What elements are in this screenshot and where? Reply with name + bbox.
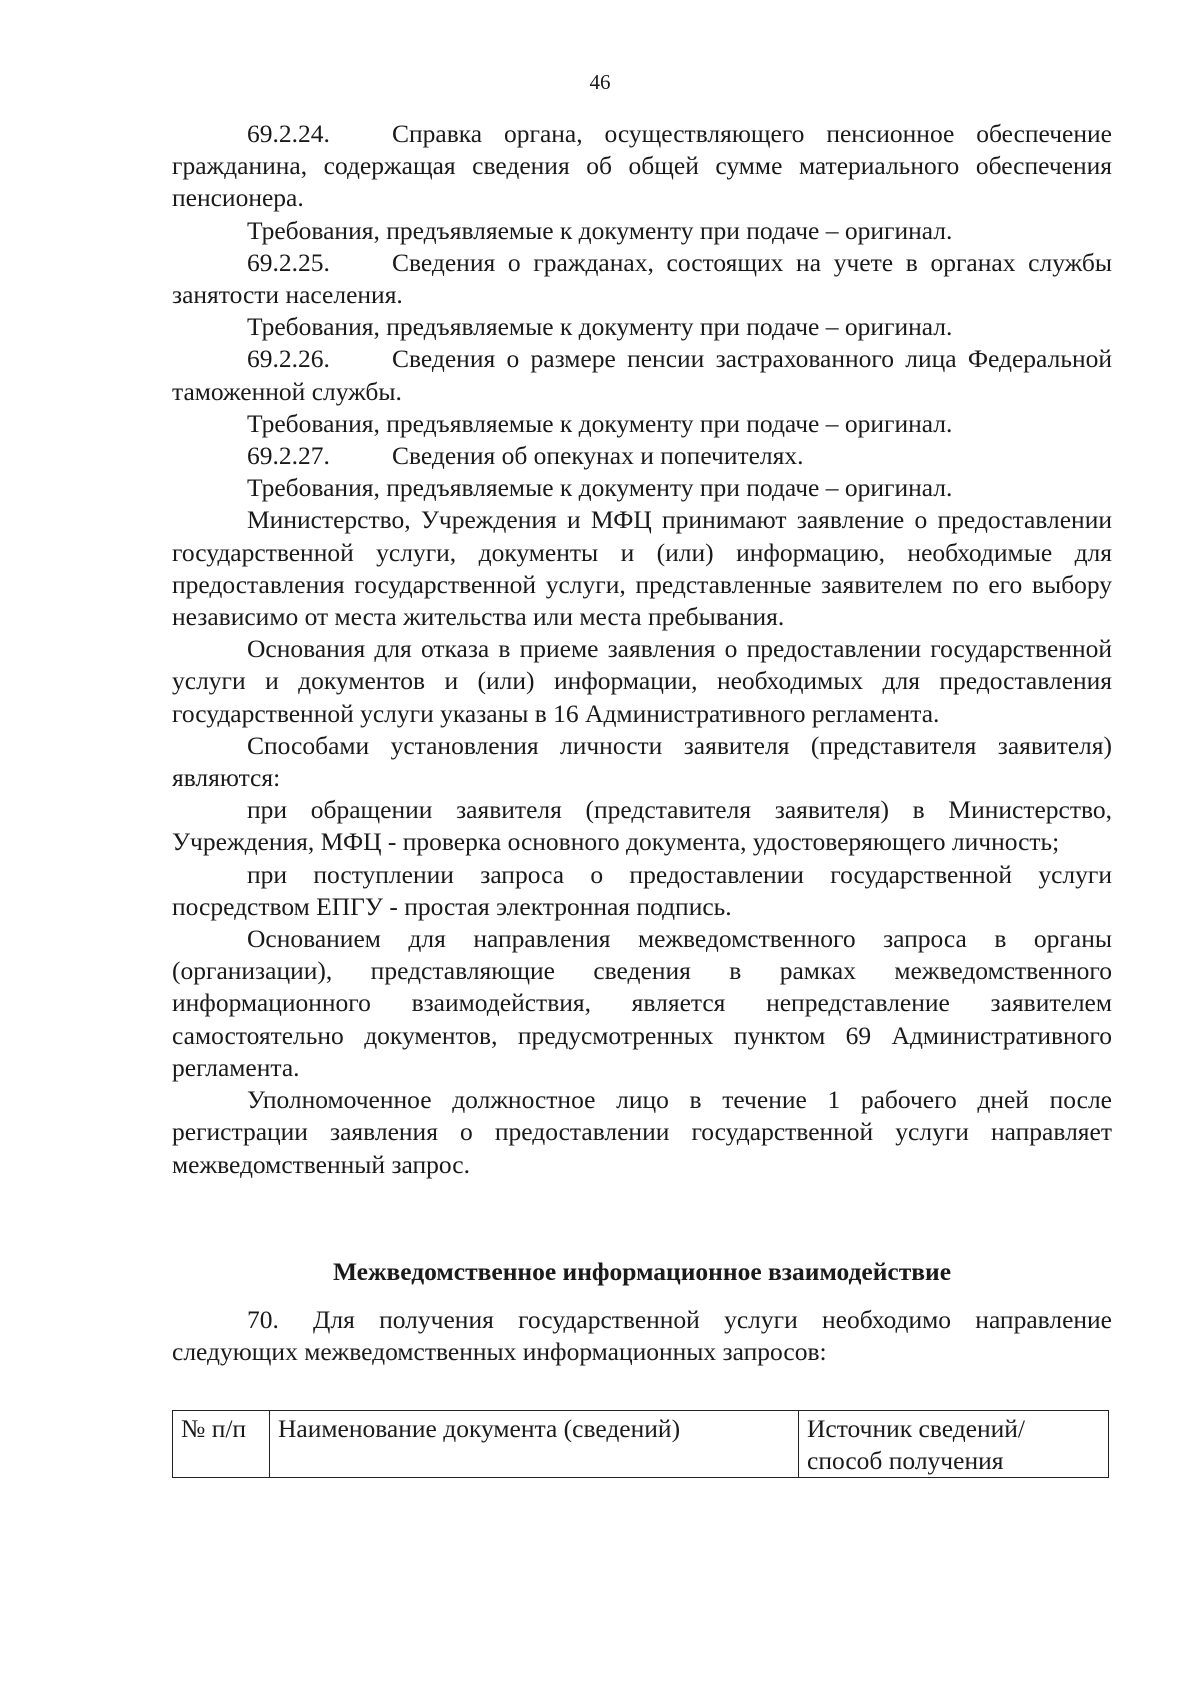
item-69-2-25 bbox=[172, 247, 1112, 311]
item-text: Сведения об опекунах и попечителях. bbox=[392, 441, 804, 471]
item-text: Сведения о гражданах, состоящих на учете в органах службы занятости населения. bbox=[172, 247, 1112, 310]
paragraph: Основанием для направления межведомственного запроса в органы (организации), представляющие сведения в рамках межведомственного информационного взаимодействия, является непредставление заявителем самостоятельно документов, предусмотренных пунктом 69 Административного регламента. bbox=[172, 924, 1112, 1082]
item-text: Сведения о размере пенсии застрахованного лица Федеральной таможенной службы. bbox=[172, 344, 1112, 406]
page-number: 46 bbox=[589, 70, 611, 94]
item-number: 69.2.24. bbox=[247, 119, 330, 148]
paragraph: Министерство, Учреждения и МФЦ принимают заявление о предоставлении государственной услуги, документы и (или) информацию, необходимые для предоставления государственной услуги, представленные заявителем по его выбору независимо от места жительства или места пребывания. bbox=[172, 505, 1112, 632]
paragraph: при обращении заявителя (представителя заявителя) в Министерство, Учреждения, МФЦ - проверка основного документа, удостоверяющего личность; bbox=[172, 795, 1112, 857]
item-number: 69.2.25. bbox=[247, 247, 330, 277]
paragraph: Способами установления личности заявителя (представителя заявителя) являются: bbox=[172, 730, 1112, 793]
paragraph: Требования, предъявляемые к документу при подаче – оригинал. bbox=[247, 312, 953, 342]
paragraph: Уполномоченное должностное лицо в течение 1 рабочего дней после регистрации заявления о предоставлении государственной услуги направляет межведомственный запрос. bbox=[172, 1085, 1112, 1179]
document-body bbox=[172, 118, 1112, 1478]
item-number: 69.2.26. bbox=[247, 344, 330, 374]
paragraph: Требования, предъявляемые к документу при подаче – оригинал. bbox=[247, 408, 953, 438]
requests-table bbox=[172, 1410, 1109, 1478]
item-text: Справка органа, осуществляющего пенсионное обеспечение гражданина, содержащая сведения об общей сумме материального обеспечения пенсионера. bbox=[172, 119, 1112, 213]
item-70 bbox=[172, 1304, 1112, 1368]
paragraph: Требования, предъявляемые к документу при подаче – оригинал. bbox=[247, 215, 953, 245]
item-69-2-24 bbox=[172, 118, 1112, 215]
item-69-2-26 bbox=[172, 343, 1112, 407]
section-heading: Межведомственное информационное взаимодействие bbox=[332, 1256, 952, 1286]
paragraph: Требования, предъявляемые к документу при подаче – оригинал. bbox=[247, 473, 953, 503]
paragraph: при поступлении запроса о предоставлении государственной услуги посредством ЕПГУ - простая электронная подпись. bbox=[172, 859, 1112, 921]
paragraph: Основания для отказа в приеме заявления о предоставлении государственной услуги и документов и (или) информации, необходимых для предоставления государственной услуги указаны в 16 Административного регламента. bbox=[172, 634, 1112, 728]
column-header-document: Наименование документа (сведений) bbox=[270, 1411, 799, 1478]
item-number: 69.2.27. bbox=[247, 441, 330, 471]
item-number: 70. bbox=[247, 1304, 279, 1334]
column-header-source: Источник сведений/способ получения bbox=[799, 1411, 1109, 1478]
table-header-row bbox=[173, 1411, 1109, 1478]
item-text: Для получения государственной услуги необходимо направление следующих межведомственных информационных запросов: bbox=[172, 1304, 1112, 1367]
column-header-number: № п/п bbox=[173, 1411, 270, 1478]
item-69-2-27 bbox=[172, 440, 1112, 472]
